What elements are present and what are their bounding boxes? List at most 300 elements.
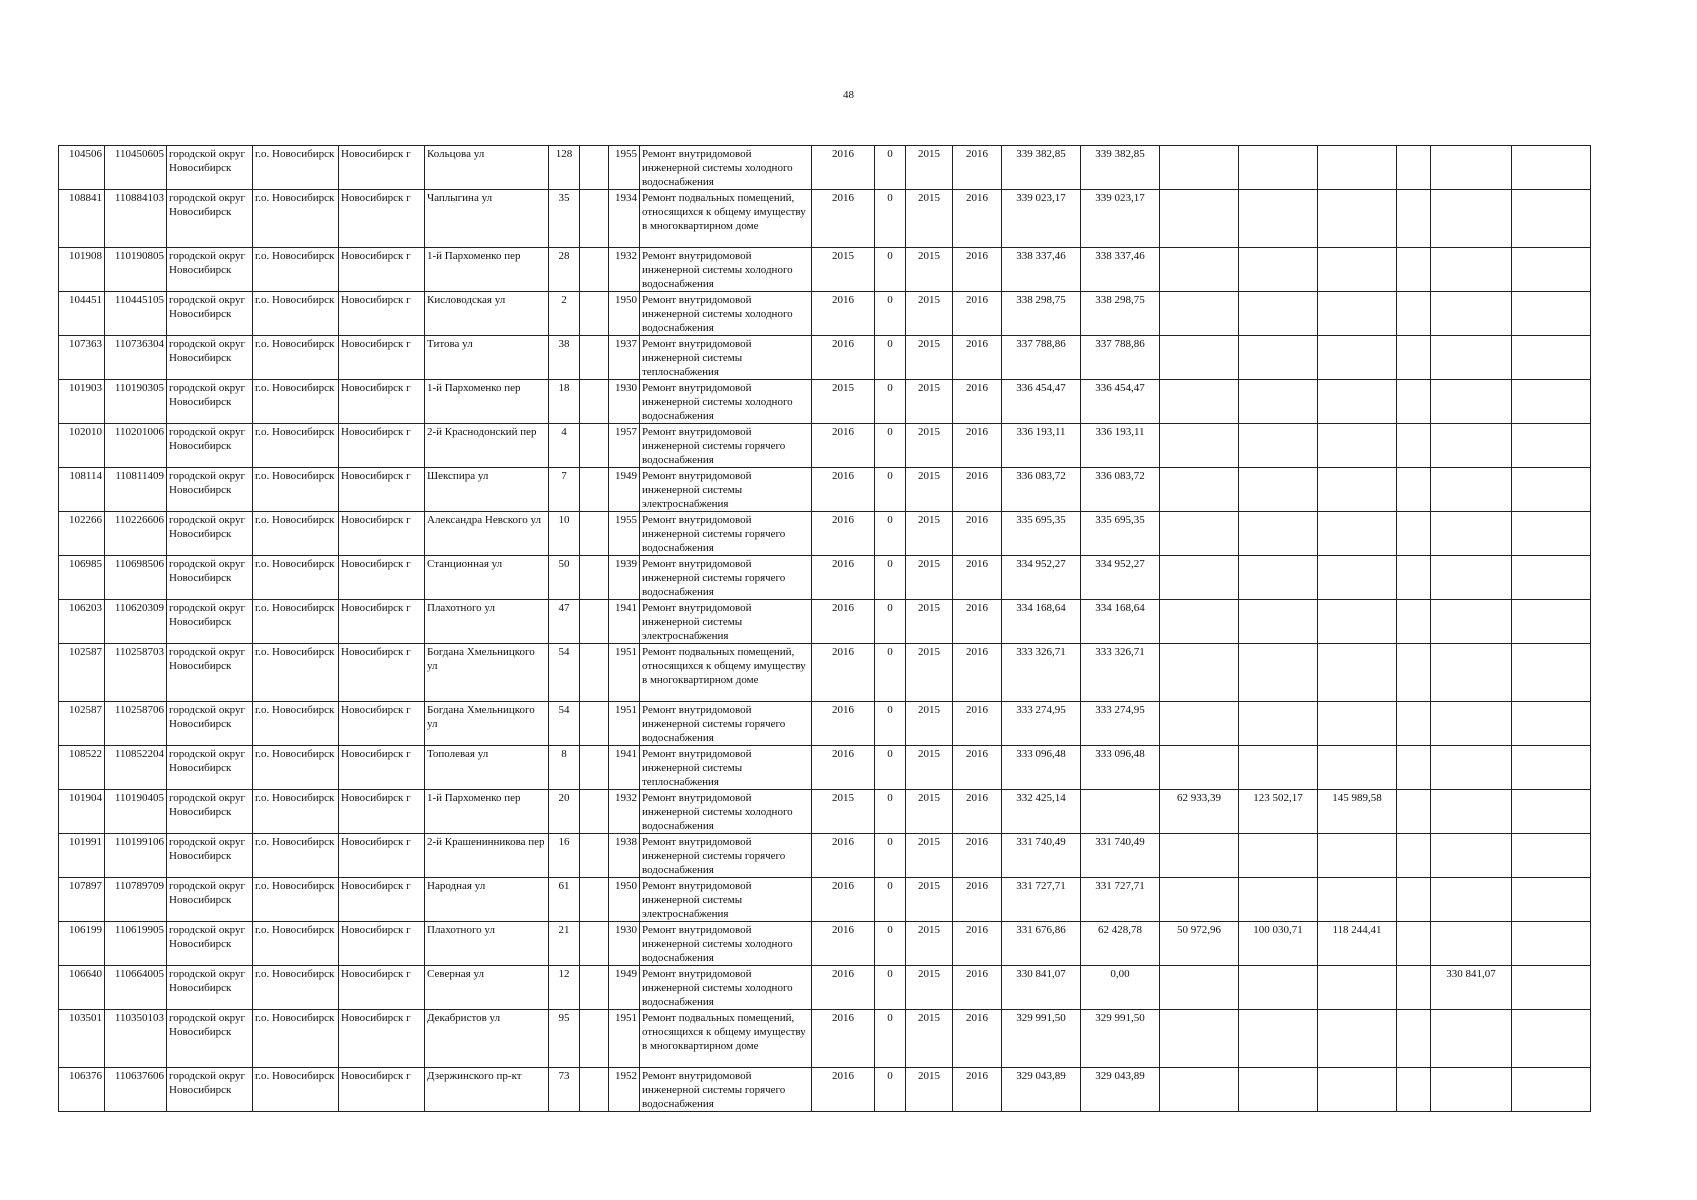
cell-start-year: 2015 [906, 190, 953, 248]
cell-start-year: 2015 [906, 424, 953, 468]
cell-end-year: 2016 [953, 644, 1002, 702]
cell-building [580, 790, 609, 834]
cell-street: Плахотного ул [425, 922, 549, 966]
cell-object-code: 110350103 [105, 1010, 167, 1068]
cell-plan-year: 2015 [812, 790, 875, 834]
cell-house-number: 12 [549, 966, 580, 1010]
cell-year-built: 1937 [609, 336, 640, 380]
cell-cost-3 [1318, 1010, 1397, 1068]
cell-plan-year: 2016 [812, 1010, 875, 1068]
cell-district: городской округ Новосибирск [167, 922, 253, 966]
cell-zero-value: 0 [875, 834, 906, 878]
cell-street: 2-й Краснодонский пер [425, 424, 549, 468]
cell-work-type: Ремонт подвальных помещений, относящихся к общему имуществу в многоквартирном доме [640, 644, 812, 702]
cell-cost-1 [1160, 1068, 1239, 1112]
cell-cost-5 [1431, 336, 1512, 380]
cell-municipality: г.о. Новосибирск [253, 556, 339, 600]
table-row [59, 790, 1591, 834]
cell-record-id: 106640 [59, 966, 105, 1010]
cell-work-type: Ремонт подвальных помещений, относящихся к общему имуществу в многоквартирном доме [640, 1010, 812, 1068]
cell-cost-4 [1397, 1068, 1431, 1112]
cell-work-type: Ремонт внутридомовой инженерной системы холодного водоснабжения [640, 146, 812, 190]
cell-cost-1 [1160, 702, 1239, 746]
cell-cost-3 [1318, 424, 1397, 468]
cell-total-cost: 329 991,50 [1002, 1010, 1081, 1068]
table-row [59, 190, 1591, 248]
cell-plan-year: 2016 [812, 190, 875, 248]
cell-district: городской округ Новосибирск [167, 702, 253, 746]
cell-object-code: 110258706 [105, 702, 167, 746]
cell-cost-3 [1318, 966, 1397, 1010]
cell-cost-1 [1160, 644, 1239, 702]
cell-building [580, 336, 609, 380]
cell-year-built: 1932 [609, 248, 640, 292]
cell-zero-value: 0 [875, 512, 906, 556]
cell-object-code: 110852204 [105, 746, 167, 790]
cell-end-year: 2016 [953, 556, 1002, 600]
cell-total-cost: 338 337,46 [1002, 248, 1081, 292]
cell-cost-6 [1512, 922, 1591, 966]
cell-cost-6 [1512, 790, 1591, 834]
cell-cost-3 [1318, 1068, 1397, 1112]
cell-plan-year: 2016 [812, 600, 875, 644]
cell-fund-cost: 329 991,50 [1081, 1010, 1160, 1068]
cell-cost-5 [1431, 702, 1512, 746]
cell-municipality: г.о. Новосибирск [253, 146, 339, 190]
cell-record-id: 102587 [59, 644, 105, 702]
cell-object-code: 110811409 [105, 468, 167, 512]
cell-record-id: 107363 [59, 336, 105, 380]
cell-cost-2 [1239, 644, 1318, 702]
cell-plan-year: 2015 [812, 248, 875, 292]
cell-building [580, 190, 609, 248]
cell-end-year: 2016 [953, 146, 1002, 190]
cell-end-year: 2016 [953, 746, 1002, 790]
cell-house-number: 73 [549, 1068, 580, 1112]
cell-municipality: г.о. Новосибирск [253, 644, 339, 702]
cell-municipality: г.о. Новосибирск [253, 790, 339, 834]
cell-district: городской округ Новосибирск [167, 834, 253, 878]
cell-house-number: 47 [549, 600, 580, 644]
cell-start-year: 2015 [906, 644, 953, 702]
cell-cost-1: 62 933,39 [1160, 790, 1239, 834]
cell-district: городской округ Новосибирск [167, 878, 253, 922]
cell-house-number: 54 [549, 702, 580, 746]
cell-year-built: 1938 [609, 834, 640, 878]
cell-total-cost: 331 740,49 [1002, 834, 1081, 878]
cell-cost-1 [1160, 834, 1239, 878]
table-row [59, 248, 1591, 292]
cell-start-year: 2015 [906, 702, 953, 746]
cell-cost-1 [1160, 292, 1239, 336]
cell-house-number: 20 [549, 790, 580, 834]
cell-cost-1: 50 972,96 [1160, 922, 1239, 966]
capital-repair-table [58, 145, 1591, 1112]
cell-cost-2 [1239, 966, 1318, 1010]
cell-cost-1 [1160, 248, 1239, 292]
cell-building [580, 922, 609, 966]
cell-start-year: 2015 [906, 336, 953, 380]
cell-cost-3 [1318, 746, 1397, 790]
cell-cost-6 [1512, 1010, 1591, 1068]
page-number: 48 [843, 89, 854, 101]
table-row [59, 424, 1591, 468]
cell-cost-1 [1160, 878, 1239, 922]
cell-object-code: 110698506 [105, 556, 167, 600]
cell-cost-6 [1512, 746, 1591, 790]
cell-house-number: 18 [549, 380, 580, 424]
cell-fund-cost: 333 326,71 [1081, 644, 1160, 702]
cell-plan-year: 2016 [812, 468, 875, 512]
cell-cost-2 [1239, 746, 1318, 790]
cell-total-cost: 333 096,48 [1002, 746, 1081, 790]
cell-district: городской округ Новосибирск [167, 248, 253, 292]
cell-start-year: 2015 [906, 1068, 953, 1112]
cell-cost-2 [1239, 702, 1318, 746]
cell-end-year: 2016 [953, 834, 1002, 878]
cell-house-number: 35 [549, 190, 580, 248]
cell-end-year: 2016 [953, 468, 1002, 512]
cell-city: Новосибирск г [339, 468, 425, 512]
cell-cost-2 [1239, 1068, 1318, 1112]
cell-end-year: 2016 [953, 292, 1002, 336]
cell-year-built: 1941 [609, 600, 640, 644]
cell-city: Новосибирск г [339, 380, 425, 424]
cell-building [580, 468, 609, 512]
cell-object-code: 110619905 [105, 922, 167, 966]
cell-work-type: Ремонт внутридомовой инженерной системы горячего водоснабжения [640, 834, 812, 878]
table-row [59, 556, 1591, 600]
cell-fund-cost: 338 337,46 [1081, 248, 1160, 292]
cell-building [580, 746, 609, 790]
cell-plan-year: 2016 [812, 556, 875, 600]
cell-city: Новосибирск г [339, 644, 425, 702]
cell-cost-2 [1239, 878, 1318, 922]
cell-district: городской округ Новосибирск [167, 1068, 253, 1112]
cell-record-id: 102010 [59, 424, 105, 468]
cell-cost-4 [1397, 556, 1431, 600]
cell-work-type: Ремонт внутридомовой инженерной системы горячего водоснабжения [640, 512, 812, 556]
cell-district: городской округ Новосибирск [167, 1010, 253, 1068]
cell-cost-2: 123 502,17 [1239, 790, 1318, 834]
cell-street: 2-й Крашенинникова пер [425, 834, 549, 878]
cell-cost-3 [1318, 878, 1397, 922]
cell-cost-3 [1318, 190, 1397, 248]
cell-street: Декабристов ул [425, 1010, 549, 1068]
cell-building [580, 556, 609, 600]
cell-end-year: 2016 [953, 1010, 1002, 1068]
cell-city: Новосибирск г [339, 512, 425, 556]
cell-total-cost: 334 168,64 [1002, 600, 1081, 644]
cell-cost-4 [1397, 146, 1431, 190]
cell-fund-cost: 0,00 [1081, 966, 1160, 1010]
cell-zero-value: 0 [875, 1010, 906, 1068]
cell-city: Новосибирск г [339, 1068, 425, 1112]
cell-start-year: 2015 [906, 468, 953, 512]
table-body [59, 146, 1591, 1112]
cell-municipality: г.о. Новосибирск [253, 190, 339, 248]
cell-year-built: 1930 [609, 922, 640, 966]
cell-total-cost: 339 023,17 [1002, 190, 1081, 248]
cell-year-built: 1932 [609, 790, 640, 834]
cell-cost-3 [1318, 380, 1397, 424]
cell-cost-4 [1397, 746, 1431, 790]
cell-municipality: г.о. Новосибирск [253, 922, 339, 966]
cell-year-built: 1949 [609, 966, 640, 1010]
cell-street: Тополевая ул [425, 746, 549, 790]
table-row [59, 702, 1591, 746]
table-row [59, 512, 1591, 556]
cell-work-type: Ремонт внутридомовой инженерной системы холодного водоснабжения [640, 790, 812, 834]
cell-year-built: 1957 [609, 424, 640, 468]
cell-building [580, 966, 609, 1010]
cell-district: городской округ Новосибирск [167, 380, 253, 424]
cell-fund-cost: 339 023,17 [1081, 190, 1160, 248]
cell-cost-3 [1318, 336, 1397, 380]
cell-cost-5 [1431, 292, 1512, 336]
cell-cost-5 [1431, 644, 1512, 702]
cell-city: Новосибирск г [339, 834, 425, 878]
cell-cost-3: 118 244,41 [1318, 922, 1397, 966]
cell-zero-value: 0 [875, 790, 906, 834]
cell-plan-year: 2016 [812, 146, 875, 190]
cell-object-code: 110258703 [105, 644, 167, 702]
cell-object-code: 110190405 [105, 790, 167, 834]
cell-year-built: 1939 [609, 556, 640, 600]
cell-street: Народная ул [425, 878, 549, 922]
cell-cost-5 [1431, 746, 1512, 790]
cell-building [580, 292, 609, 336]
cell-city: Новосибирск г [339, 146, 425, 190]
cell-cost-2 [1239, 1010, 1318, 1068]
cell-street: Чаплыгина ул [425, 190, 549, 248]
cell-record-id: 103501 [59, 1010, 105, 1068]
cell-zero-value: 0 [875, 468, 906, 512]
cell-cost-6 [1512, 292, 1591, 336]
cell-zero-value: 0 [875, 556, 906, 600]
cell-end-year: 2016 [953, 248, 1002, 292]
cell-work-type: Ремонт внутридомовой инженерной системы электроснабжения [640, 468, 812, 512]
cell-city: Новосибирск г [339, 248, 425, 292]
table-row [59, 1068, 1591, 1112]
cell-district: городской округ Новосибирск [167, 292, 253, 336]
cell-cost-4 [1397, 424, 1431, 468]
cell-cost-3 [1318, 702, 1397, 746]
cell-district: городской округ Новосибирск [167, 512, 253, 556]
cell-record-id: 106985 [59, 556, 105, 600]
cell-plan-year: 2016 [812, 512, 875, 556]
cell-cost-5 [1431, 878, 1512, 922]
cell-year-built: 1955 [609, 512, 640, 556]
cell-work-type: Ремонт внутридомовой инженерной системы холодного водоснабжения [640, 966, 812, 1010]
cell-cost-3: 145 989,58 [1318, 790, 1397, 834]
cell-zero-value: 0 [875, 600, 906, 644]
cell-total-cost: 333 326,71 [1002, 644, 1081, 702]
cell-cost-5 [1431, 512, 1512, 556]
cell-plan-year: 2016 [812, 424, 875, 468]
cell-start-year: 2015 [906, 790, 953, 834]
cell-year-built: 1951 [609, 644, 640, 702]
cell-cost-5 [1431, 556, 1512, 600]
cell-house-number: 61 [549, 878, 580, 922]
cell-house-number: 28 [549, 248, 580, 292]
cell-plan-year: 2016 [812, 1068, 875, 1112]
cell-zero-value: 0 [875, 966, 906, 1010]
cell-cost-2 [1239, 512, 1318, 556]
cell-record-id: 108841 [59, 190, 105, 248]
cell-street: Северная ул [425, 966, 549, 1010]
cell-work-type: Ремонт внутридомовой инженерной системы теплоснабжения [640, 746, 812, 790]
cell-end-year: 2016 [953, 512, 1002, 556]
cell-fund-cost: 339 382,85 [1081, 146, 1160, 190]
cell-cost-1 [1160, 746, 1239, 790]
cell-house-number: 2 [549, 292, 580, 336]
cell-record-id: 102587 [59, 702, 105, 746]
cell-record-id: 104506 [59, 146, 105, 190]
cell-object-code: 110450605 [105, 146, 167, 190]
cell-cost-6 [1512, 512, 1591, 556]
table-row [59, 468, 1591, 512]
cell-cost-4 [1397, 1010, 1431, 1068]
cell-total-cost: 330 841,07 [1002, 966, 1081, 1010]
cell-municipality: г.о. Новосибирск [253, 468, 339, 512]
cell-street: 1-й Пархоменко пер [425, 790, 549, 834]
cell-object-code: 110736304 [105, 336, 167, 380]
cell-cost-5 [1431, 248, 1512, 292]
cell-fund-cost: 334 952,27 [1081, 556, 1160, 600]
cell-municipality: г.о. Новосибирск [253, 424, 339, 468]
cell-total-cost: 339 382,85 [1002, 146, 1081, 190]
cell-work-type: Ремонт внутридомовой инженерной системы холодного водоснабжения [640, 922, 812, 966]
cell-cost-5 [1431, 468, 1512, 512]
cell-district: городской округ Новосибирск [167, 644, 253, 702]
cell-cost-1 [1160, 600, 1239, 644]
cell-cost-4 [1397, 292, 1431, 336]
cell-district: городской округ Новосибирск [167, 336, 253, 380]
cell-total-cost: 331 676,86 [1002, 922, 1081, 966]
cell-object-code: 110664005 [105, 966, 167, 1010]
table-row [59, 1010, 1591, 1068]
cell-zero-value: 0 [875, 1068, 906, 1112]
cell-zero-value: 0 [875, 878, 906, 922]
cell-building [580, 702, 609, 746]
cell-district: городской округ Новосибирск [167, 600, 253, 644]
cell-cost-6 [1512, 190, 1591, 248]
cell-district: городской округ Новосибирск [167, 966, 253, 1010]
cell-fund-cost [1081, 790, 1160, 834]
cell-municipality: г.о. Новосибирск [253, 746, 339, 790]
cell-cost-4 [1397, 190, 1431, 248]
cell-fund-cost: 336 454,47 [1081, 380, 1160, 424]
cell-total-cost: 336 193,11 [1002, 424, 1081, 468]
cell-year-built: 1950 [609, 878, 640, 922]
cell-cost-4 [1397, 600, 1431, 644]
cell-fund-cost: 331 740,49 [1081, 834, 1160, 878]
cell-cost-2 [1239, 190, 1318, 248]
cell-street: Дзержинского пр-кт [425, 1068, 549, 1112]
cell-cost-1 [1160, 380, 1239, 424]
cell-end-year: 2016 [953, 190, 1002, 248]
cell-cost-5 [1431, 1068, 1512, 1112]
cell-street: Шекспира ул [425, 468, 549, 512]
cell-start-year: 2015 [906, 248, 953, 292]
cell-cost-6 [1512, 424, 1591, 468]
cell-cost-2 [1239, 600, 1318, 644]
cell-municipality: г.о. Новосибирск [253, 512, 339, 556]
cell-fund-cost: 337 788,86 [1081, 336, 1160, 380]
cell-building [580, 380, 609, 424]
cell-cost-2 [1239, 556, 1318, 600]
cell-work-type: Ремонт внутридомовой инженерной системы холодного водоснабжения [640, 248, 812, 292]
cell-district: городской округ Новосибирск [167, 424, 253, 468]
cell-municipality: г.о. Новосибирск [253, 702, 339, 746]
cell-cost-2 [1239, 336, 1318, 380]
cell-plan-year: 2016 [812, 966, 875, 1010]
cell-district: городской округ Новосибирск [167, 746, 253, 790]
cell-cost-3 [1318, 600, 1397, 644]
table-row [59, 380, 1591, 424]
cell-cost-4 [1397, 922, 1431, 966]
cell-fund-cost: 331 727,71 [1081, 878, 1160, 922]
cell-cost-6 [1512, 146, 1591, 190]
cell-city: Новосибирск г [339, 1010, 425, 1068]
cell-cost-6 [1512, 878, 1591, 922]
cell-total-cost: 335 695,35 [1002, 512, 1081, 556]
cell-record-id: 101904 [59, 790, 105, 834]
cell-cost-5 [1431, 424, 1512, 468]
cell-work-type: Ремонт внутридомовой инженерной системы горячего водоснабжения [640, 1068, 812, 1112]
table-row [59, 878, 1591, 922]
cell-end-year: 2016 [953, 966, 1002, 1010]
cell-city: Новосибирск г [339, 292, 425, 336]
cell-house-number: 7 [549, 468, 580, 512]
cell-plan-year: 2015 [812, 380, 875, 424]
cell-street: Плахотного ул [425, 600, 549, 644]
cell-end-year: 2016 [953, 380, 1002, 424]
cell-year-built: 1952 [609, 1068, 640, 1112]
cell-plan-year: 2016 [812, 292, 875, 336]
cell-object-code: 110884103 [105, 190, 167, 248]
cell-record-id: 102266 [59, 512, 105, 556]
cell-cost-1 [1160, 556, 1239, 600]
cell-cost-5 [1431, 146, 1512, 190]
cell-zero-value: 0 [875, 380, 906, 424]
cell-work-type: Ремонт внутридомовой инженерной системы холодного водоснабжения [640, 292, 812, 336]
cell-building [580, 1010, 609, 1068]
cell-start-year: 2015 [906, 512, 953, 556]
cell-cost-1 [1160, 146, 1239, 190]
cell-municipality: г.о. Новосибирск [253, 292, 339, 336]
cell-cost-6 [1512, 380, 1591, 424]
cell-fund-cost: 329 043,89 [1081, 1068, 1160, 1112]
cell-city: Новосибирск г [339, 746, 425, 790]
cell-city: Новосибирск г [339, 702, 425, 746]
cell-cost-1 [1160, 424, 1239, 468]
cell-building [580, 600, 609, 644]
cell-cost-2 [1239, 834, 1318, 878]
cell-cost-5 [1431, 600, 1512, 644]
cell-cost-4 [1397, 380, 1431, 424]
cell-cost-5 [1431, 380, 1512, 424]
cell-city: Новосибирск г [339, 190, 425, 248]
cell-object-code: 110201006 [105, 424, 167, 468]
cell-year-built: 1930 [609, 380, 640, 424]
cell-city: Новосибирск г [339, 790, 425, 834]
cell-end-year: 2016 [953, 1068, 1002, 1112]
cell-city: Новосибирск г [339, 336, 425, 380]
cell-record-id: 101903 [59, 380, 105, 424]
cell-street: Кольцова ул [425, 146, 549, 190]
